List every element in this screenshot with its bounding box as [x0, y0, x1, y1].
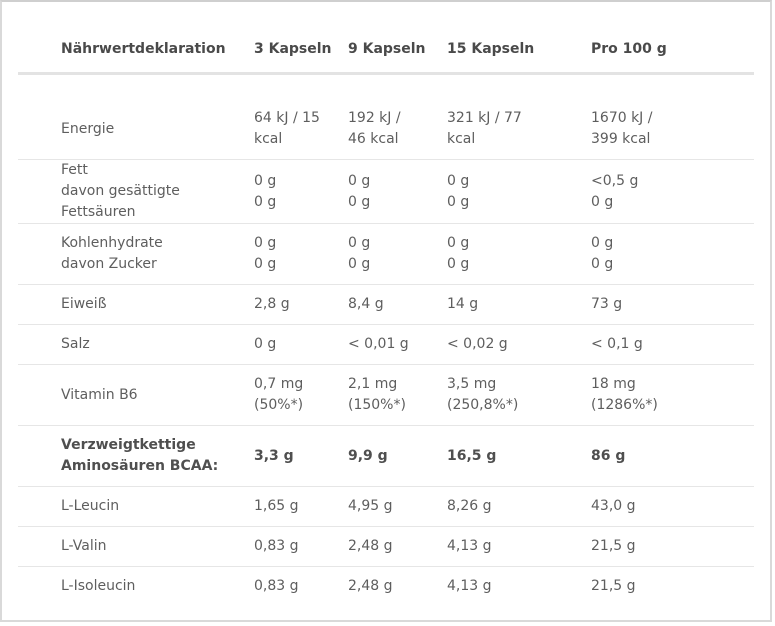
value-line: 0,83 g	[254, 538, 299, 554]
value-cell	[591, 487, 754, 527]
value-line: 46 kcal	[348, 131, 399, 147]
value-line: 73 g	[591, 296, 623, 312]
row-label-line: L-Isoleucin	[61, 578, 136, 594]
header-15-capsules: 15 Kapseln	[447, 26, 591, 74]
value-line: (250,8%*)	[447, 397, 519, 413]
value-cell	[348, 325, 447, 365]
row-label	[18, 99, 254, 160]
value-cell	[254, 365, 348, 426]
table-row	[18, 325, 754, 365]
header-3-capsules: 3 Kapseln	[254, 26, 348, 74]
value-line: 0 g	[348, 172, 371, 189]
value-cell	[447, 224, 591, 285]
row-label	[18, 567, 254, 607]
value-cell	[254, 426, 348, 487]
row-label-line: davon Zucker	[61, 256, 157, 272]
row-label-line: Salz	[61, 336, 90, 352]
value-line: 4,95 g	[348, 498, 393, 514]
value-cell	[447, 426, 591, 487]
table-row	[18, 527, 754, 567]
row-label	[18, 224, 254, 285]
value-line: < 0,1 g	[591, 336, 643, 352]
value-cell	[254, 285, 348, 325]
value-cell	[447, 99, 591, 160]
value-line: 0 g	[591, 256, 614, 272]
value-line: 8,4 g	[348, 296, 384, 312]
value-cell	[348, 224, 447, 285]
row-label-line: Verzweigtkettige	[61, 437, 196, 453]
value-cell	[447, 325, 591, 365]
value-line: 0 g	[348, 256, 371, 272]
value-line: 0 g	[348, 235, 371, 251]
value-cell	[348, 567, 447, 607]
nutrition-table	[18, 26, 754, 606]
value-cell	[254, 567, 348, 607]
table-row	[18, 285, 754, 325]
value-line: 2,1 mg	[348, 376, 398, 392]
value-cell	[447, 365, 591, 426]
value-cell	[447, 527, 591, 567]
value-line: kcal	[254, 131, 283, 147]
row-label-line: Energie	[61, 120, 115, 137]
value-cell	[348, 99, 447, 160]
value-cell	[591, 365, 754, 426]
row-label-line: Fett	[61, 162, 88, 178]
value-line: 0 g	[254, 172, 277, 189]
value-cell	[348, 365, 447, 426]
value-cell	[447, 285, 591, 325]
header-nutrition-declaration: Nährwertdeklaration	[18, 26, 254, 74]
table-row	[18, 567, 754, 607]
table-row	[18, 99, 754, 160]
value-cell	[591, 325, 754, 365]
value-line: 0 g	[254, 193, 277, 210]
value-line: (150%*)	[348, 397, 406, 413]
value-cell	[591, 99, 754, 160]
value-cell	[591, 527, 754, 567]
value-line: 0,7 mg	[254, 376, 304, 392]
header-per-100g: Pro 100 g	[591, 26, 754, 74]
value-cell	[254, 487, 348, 527]
value-line: (50%*)	[254, 397, 304, 413]
value-line: 18 mg	[591, 376, 636, 392]
row-label	[18, 285, 254, 325]
value-line: 0 g	[348, 193, 371, 210]
value-line: 4,13 g	[447, 578, 492, 594]
value-line: 0 g	[591, 235, 614, 251]
row-label	[18, 160, 254, 224]
table-header	[18, 26, 754, 99]
value-line: <0,5 g	[591, 172, 639, 189]
value-cell	[591, 567, 754, 607]
value-line: 192 kJ /	[348, 110, 401, 126]
value-cell	[254, 99, 348, 160]
value-cell	[254, 527, 348, 567]
row-label	[18, 426, 254, 487]
value-line: 0 g	[447, 235, 470, 251]
value-cell	[348, 285, 447, 325]
value-line: 14 g	[447, 296, 479, 312]
row-label-line: Eiweiß	[61, 296, 107, 312]
value-line: 2,8 g	[254, 296, 290, 312]
row-label-line: Vitamin B6	[61, 386, 138, 403]
row-label-line: davon gesättigte Fettsäuren	[61, 183, 180, 220]
row-label	[18, 487, 254, 527]
value-line: 16,5 g	[447, 447, 497, 464]
table-row	[18, 426, 754, 487]
value-line: < 0,02 g	[447, 336, 508, 352]
value-cell	[591, 285, 754, 325]
value-line: 0 g	[447, 256, 470, 272]
row-label-line: Aminosäuren BCAA:	[61, 458, 219, 474]
value-line: 321 kJ / 77	[447, 110, 522, 126]
value-cell	[254, 160, 348, 224]
value-line: 0 g	[254, 336, 277, 352]
value-line: 64 kJ / 15	[254, 110, 320, 126]
value-cell	[447, 160, 591, 224]
table-row	[18, 224, 754, 285]
table-row	[18, 160, 754, 224]
value-line: 86 g	[591, 447, 626, 464]
value-cell	[447, 487, 591, 527]
value-cell	[348, 426, 447, 487]
value-cell	[591, 426, 754, 487]
value-line: 3,3 g	[254, 447, 294, 464]
table-row	[18, 365, 754, 426]
row-label	[18, 365, 254, 426]
value-cell	[447, 567, 591, 607]
value-cell	[348, 160, 447, 224]
row-label-line: L-Valin	[61, 538, 107, 554]
value-line: 1670 kJ /	[591, 110, 653, 126]
row-label-line: Kohlenhydrate	[61, 235, 163, 251]
value-line: < 0,01 g	[348, 336, 409, 352]
value-cell	[591, 224, 754, 285]
table-body	[18, 99, 754, 606]
table-row	[18, 487, 754, 527]
value-line: 4,13 g	[447, 538, 492, 554]
value-line: 0,83 g	[254, 578, 299, 594]
value-line: 43,0 g	[591, 498, 636, 514]
row-label-line: L-Leucin	[61, 498, 120, 514]
value-line: kcal	[447, 131, 476, 147]
value-cell	[348, 487, 447, 527]
value-line: 0 g	[254, 235, 277, 251]
value-line: 0 g	[591, 193, 614, 210]
value-line: 3,5 mg	[447, 376, 497, 392]
value-cell	[591, 160, 754, 224]
value-line: 2,48 g	[348, 578, 393, 594]
row-label	[18, 325, 254, 365]
value-line: 21,5 g	[591, 578, 636, 594]
value-line: 399 kcal	[591, 131, 651, 147]
value-cell	[348, 527, 447, 567]
value-line: 1,65 g	[254, 498, 299, 514]
value-line: 2,48 g	[348, 538, 393, 554]
value-line: (1286%*)	[591, 397, 658, 413]
value-line: 0 g	[447, 193, 470, 210]
value-line: 8,26 g	[447, 498, 492, 514]
value-line: 0 g	[254, 256, 277, 272]
row-label	[18, 527, 254, 567]
header-9-capsules: 9 Kapseln	[348, 26, 447, 74]
value-line: 21,5 g	[591, 538, 636, 554]
value-cell	[254, 224, 348, 285]
value-line: 0 g	[447, 172, 470, 189]
value-cell	[254, 325, 348, 365]
value-line: 9,9 g	[348, 447, 388, 464]
